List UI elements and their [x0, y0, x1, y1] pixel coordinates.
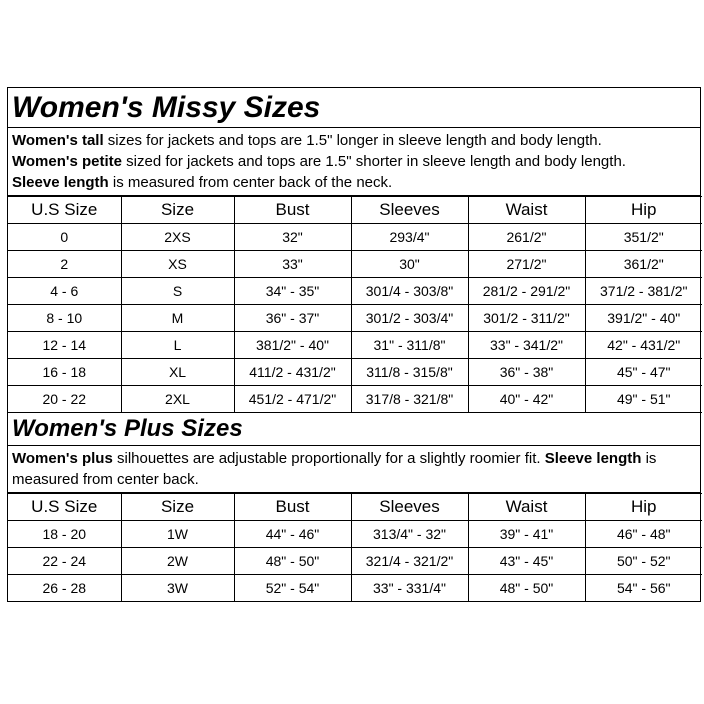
- missy-note: [12, 151, 698, 172]
- note-text: is measured from center back of the neck.: [108, 174, 393, 191]
- table-cell: 381/2" - 40": [234, 332, 351, 359]
- table-cell: 46" - 48": [585, 521, 702, 548]
- column-header: U.S Size: [8, 494, 121, 521]
- note-text: sizes for jackets and tops are 1.5" longer in sleeve length and body length.: [103, 132, 602, 149]
- missy-size-table: [8, 196, 702, 413]
- table-row: [8, 575, 702, 602]
- column-header: Bust: [234, 494, 351, 521]
- table-cell: 8 - 10: [8, 305, 121, 332]
- table-cell: 12 - 14: [8, 332, 121, 359]
- table-cell: 54" - 56": [585, 575, 702, 602]
- table-cell: 311/8 - 315/8": [351, 359, 468, 386]
- missy-notes: [8, 128, 700, 196]
- table-cell: 451/2 - 471/2": [234, 386, 351, 413]
- table-cell: 36" - 38": [468, 359, 585, 386]
- table-cell: 293/4": [351, 224, 468, 251]
- column-header: Size: [121, 494, 234, 521]
- header-row: [8, 197, 702, 224]
- table-cell: 351/2": [585, 224, 702, 251]
- table-cell: 42" - 431/2": [585, 332, 702, 359]
- table-row: [8, 305, 702, 332]
- column-header: Waist: [468, 494, 585, 521]
- table-cell: 52" - 54": [234, 575, 351, 602]
- column-header: Hip: [585, 494, 702, 521]
- table-cell: 45" - 47": [585, 359, 702, 386]
- table-row: [8, 521, 702, 548]
- table-cell: 2W: [121, 548, 234, 575]
- column-header: Waist: [468, 197, 585, 224]
- table-cell: 36" - 37": [234, 305, 351, 332]
- column-header: Size: [121, 197, 234, 224]
- table-cell: M: [121, 305, 234, 332]
- table-cell: 34" - 35": [234, 278, 351, 305]
- table-cell: 40" - 42": [468, 386, 585, 413]
- note-bold: Sleeve length: [544, 450, 642, 467]
- table-cell: 49" - 51": [585, 386, 702, 413]
- header-row: [8, 494, 702, 521]
- note-bold: Women's petite: [12, 153, 122, 170]
- table-cell: XL: [121, 359, 234, 386]
- table-cell: 50" - 52": [585, 548, 702, 575]
- column-header: U.S Size: [8, 197, 121, 224]
- note-text: silhouettes are adjustable proportionally for a slightly roomier fit.: [112, 450, 545, 467]
- table-cell: 411/2 - 431/2": [234, 359, 351, 386]
- missy-note: [12, 172, 698, 193]
- table-cell: 391/2" - 40": [585, 305, 702, 332]
- table-cell: 48" - 50": [468, 575, 585, 602]
- table-cell: 39" - 41": [468, 521, 585, 548]
- table-cell: 33" - 331/4": [351, 575, 468, 602]
- table-cell: 271/2": [468, 251, 585, 278]
- table-cell: 26 - 28: [8, 575, 121, 602]
- table-cell: 30": [351, 251, 468, 278]
- table-cell: 301/4 - 303/8": [351, 278, 468, 305]
- table-row: [8, 548, 702, 575]
- note-bold: Women's tall: [12, 132, 104, 149]
- note-text: is measured from center back.: [12, 450, 657, 488]
- table-cell: 22 - 24: [8, 548, 121, 575]
- table-cell: 33" - 341/2": [468, 332, 585, 359]
- table-cell: 4 - 6: [8, 278, 121, 305]
- table-row: [8, 251, 702, 278]
- column-header: Sleeves: [351, 494, 468, 521]
- table-cell: 32": [234, 224, 351, 251]
- missy-note: [12, 130, 698, 151]
- column-header: Bust: [234, 197, 351, 224]
- table-cell: 313/4" - 32": [351, 521, 468, 548]
- column-header: Hip: [585, 197, 702, 224]
- table-cell: 18 - 20: [8, 521, 121, 548]
- note-bold: Women's plus: [12, 450, 113, 467]
- table-cell: S: [121, 278, 234, 305]
- table-row: [8, 386, 702, 413]
- table-cell: 20 - 22: [8, 386, 121, 413]
- table-cell: 371/2 - 381/2": [585, 278, 702, 305]
- table-cell: 261/2": [468, 224, 585, 251]
- table-cell: 31" - 311/8": [351, 332, 468, 359]
- table-cell: 2XL: [121, 386, 234, 413]
- table-cell: 33": [234, 251, 351, 278]
- table-cell: 43" - 45": [468, 548, 585, 575]
- table-row: [8, 278, 702, 305]
- plus-notes: [8, 446, 700, 493]
- table-row: [8, 224, 702, 251]
- note-bold: Sleeve length: [12, 174, 109, 191]
- table-cell: 1W: [121, 521, 234, 548]
- table-cell: 317/8 - 321/8": [351, 386, 468, 413]
- table-cell: 321/4 - 321/2": [351, 548, 468, 575]
- table-cell: 16 - 18: [8, 359, 121, 386]
- table-cell: XS: [121, 251, 234, 278]
- table-cell: 281/2 - 291/2": [468, 278, 585, 305]
- table-cell: L: [121, 332, 234, 359]
- table-cell: 3W: [121, 575, 234, 602]
- table-cell: 301/2 - 303/4": [351, 305, 468, 332]
- size-chart: [7, 87, 701, 602]
- table-cell: 48" - 50": [234, 548, 351, 575]
- missy-title: Women's Missy Sizes: [8, 88, 700, 128]
- table-cell: 2XS: [121, 224, 234, 251]
- column-header: Sleeves: [351, 197, 468, 224]
- table-cell: 301/2 - 311/2": [468, 305, 585, 332]
- plus-title: Women's Plus Sizes: [8, 413, 700, 446]
- plus-size-table: [8, 493, 702, 601]
- table-row: [8, 332, 702, 359]
- table-row: [8, 359, 702, 386]
- table-cell: 361/2": [585, 251, 702, 278]
- table-cell: 0: [8, 224, 121, 251]
- table-cell: 2: [8, 251, 121, 278]
- table-cell: 44" - 46": [234, 521, 351, 548]
- note-text: sized for jackets and tops are 1.5" shorter in sleeve length and body length.: [121, 153, 626, 170]
